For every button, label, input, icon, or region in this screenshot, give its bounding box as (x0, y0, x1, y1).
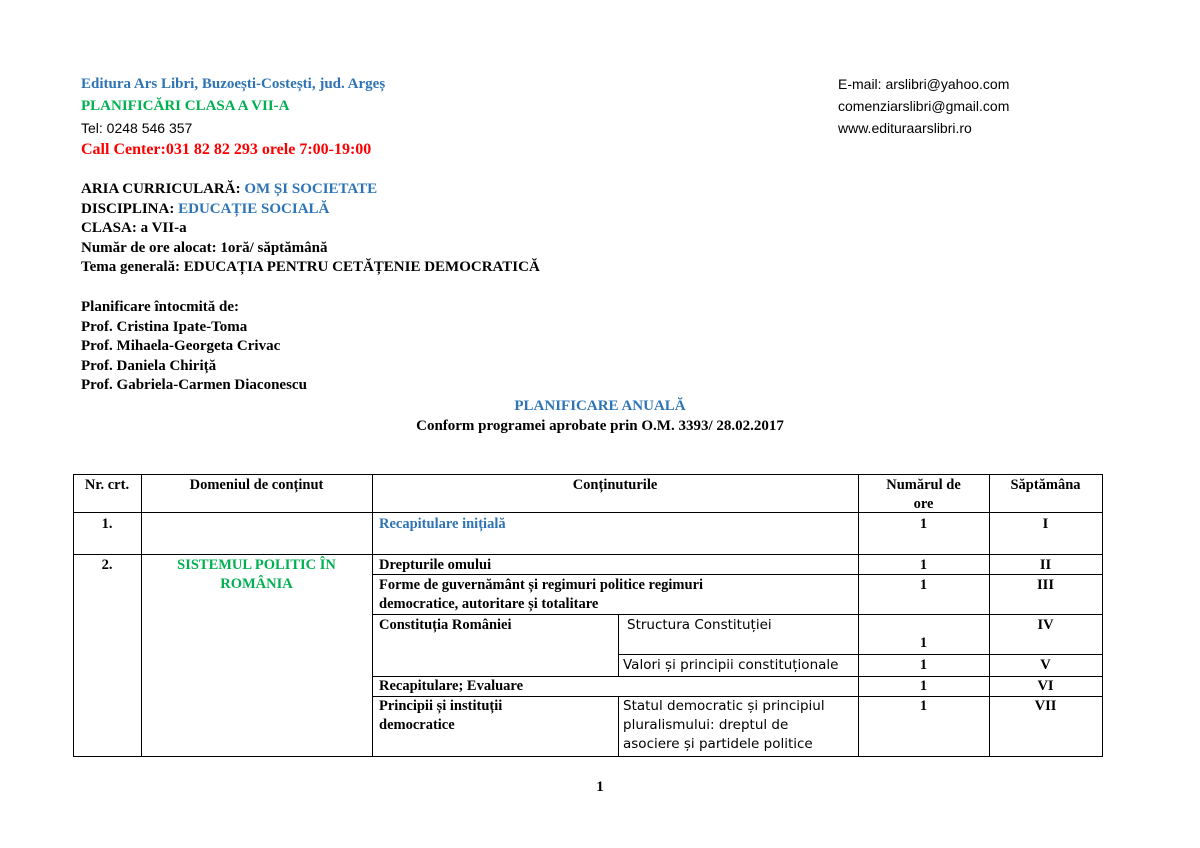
row-ore: 1 (919, 577, 928, 593)
header-left (81, 73, 385, 161)
row-domain-line: SISTEMUL POLITIC ÎN (177, 557, 336, 573)
header-ore-line: ore (913, 496, 934, 512)
aria-curriculara (81, 180, 540, 200)
plan-title: PLANIFICĂRI CLASA A VII-A (81, 98, 290, 114)
aria-label: ARIA CURRICULARĂ: (81, 181, 245, 197)
disciplina (81, 200, 540, 220)
header-domeniu: Domeniul de conținut (189, 477, 324, 493)
row-nr: 1. (101, 516, 113, 532)
row-subcontent-line: Statul democratic și principiul (623, 698, 825, 714)
author-name: Prof. Daniela Chiriță (81, 357, 217, 374)
table-border (73, 554, 1103, 555)
row-content: Recapitulare inițială (379, 516, 506, 532)
table-border (73, 756, 1103, 757)
author-name: Prof. Gabriela-Carmen Diaconescu (81, 377, 307, 393)
table-border (372, 614, 1103, 615)
disciplina-label: DISCIPLINA: (81, 200, 179, 217)
row-saptamana: II (1039, 557, 1052, 573)
row-subcontent (623, 697, 825, 754)
row-ore: 1 (919, 516, 928, 532)
document-title: PLANIFICARE ANUALĂ (514, 398, 686, 414)
row-ore: 1 (919, 635, 928, 651)
author-name: Prof. Mihaela-Georgeta Crivac (81, 338, 281, 354)
clasa: CLASA: a VII-a (81, 220, 187, 236)
row-nr: 2. (101, 557, 113, 573)
table-border (618, 614, 619, 676)
header-ore-line: Numărul de (886, 477, 961, 493)
table-border (618, 654, 1103, 655)
page-number: 1 (596, 779, 604, 795)
publisher-name: Editura Ars Libri, Buzoești-Costești, jud. Argeș (81, 76, 386, 92)
row-ore: 1 (919, 557, 928, 573)
row-domain (141, 556, 372, 594)
authors-block (81, 298, 307, 396)
author-name: Prof. Cristina Ipate-Toma (81, 318, 248, 335)
table-border (73, 474, 1103, 475)
row-saptamana: VII (1034, 698, 1057, 714)
row-content-line: democratice (379, 717, 455, 733)
row-content: Recapitulare; Evaluare (379, 678, 524, 694)
header-right (838, 73, 1009, 139)
row-content (379, 697, 502, 735)
document-subtitle: Conform programei aprobate prin O.M. 3393/ 28.02.2017 (416, 418, 784, 434)
row-saptamana: I (1042, 516, 1049, 532)
planning-table (73, 474, 1103, 757)
row-subcontent: Valori și principii constituționale (623, 657, 839, 673)
row-content-line: Principii și instituții (379, 698, 503, 714)
email: E-mail: arslibri@yahoo.com (838, 76, 1010, 92)
table-border (372, 474, 373, 757)
curriculum-meta (81, 180, 540, 278)
row-saptamana: VI (1037, 678, 1054, 694)
header-continuturi: Conținuturile (572, 477, 658, 493)
row-saptamana: V (1040, 657, 1051, 673)
table-border (618, 696, 619, 757)
row-content: Constituția României (379, 617, 512, 633)
row-subcontent: Structura Constituției (627, 617, 772, 633)
header-saptamana: Săptămâna (1010, 477, 1081, 493)
row-ore: 1 (919, 678, 928, 694)
row-saptamana: III (1037, 577, 1054, 593)
row-content-line: Forme de guvernământ și regimuri politice regimuri (379, 577, 704, 593)
numar-ore: Număr de ore alocat: 1oră/ săptămână (81, 239, 328, 256)
call-center: Call Center:031 82 82 293 orele 7:00-19:00 (81, 141, 372, 158)
row-ore: 1 (919, 698, 928, 714)
row-content: Drepturile omului (379, 557, 492, 573)
row-content-line: democratice, autoritare și totalitare (379, 596, 599, 612)
row-ore: 1 (919, 657, 928, 673)
aria-value: OM ȘI SOCIETATE (244, 181, 378, 197)
row-subcontent-line: asociere și partidele politice (623, 736, 813, 752)
website: www.edituraarslibri.ro (838, 120, 972, 136)
tema-generala: Tema generală: EDUCAȚIA PENTRU CETĂȚENIE DEMOCRATICĂ (81, 259, 540, 275)
header-nr: Nr. crt. (84, 477, 130, 493)
disciplina-value: EDUCAȚIE SOCIALĂ (178, 200, 330, 217)
table-border (1102, 474, 1103, 757)
row-domain-line: ROMÂNIA (220, 576, 293, 592)
phone: Tel: 0248 546 357 (81, 120, 193, 136)
row-content (379, 576, 703, 614)
orders-email: comenziarslibri@gmail.com (838, 98, 1010, 114)
header-ore (858, 476, 989, 514)
row-saptamana: IV (1037, 617, 1054, 633)
authors-intro: Planificare întocmită de: (81, 299, 240, 315)
row-subcontent-line: pluralismului: dreptul de (623, 717, 789, 733)
table-border (141, 474, 142, 757)
